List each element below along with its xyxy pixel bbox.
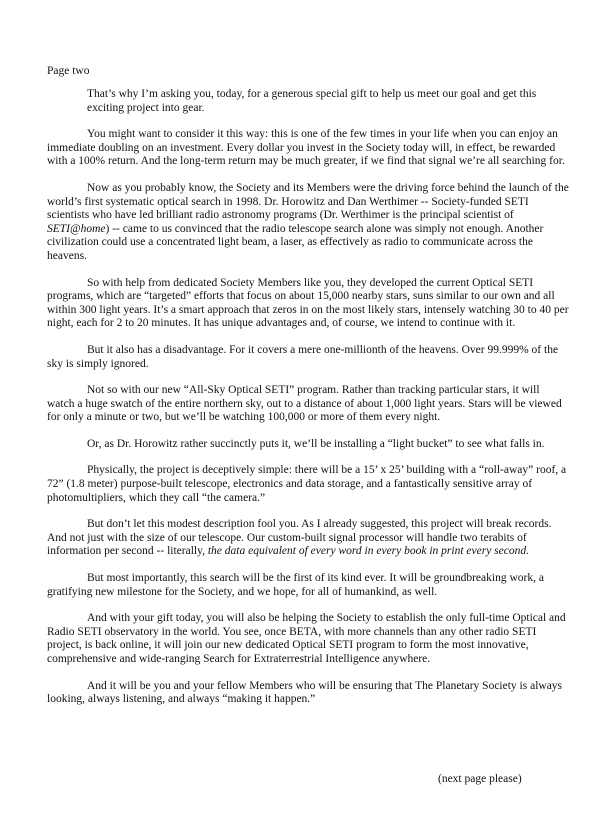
paragraph-2: You might want to consider it this way: this is one of the few times in your life when you can enjoy an immediate doubling on an investment. Every dollar you invest in the Society today will, in effect, be rewarded with a 100% return. And the long-term return may be much greater, if we find that signal we’re all searching for.: [47, 128, 565, 168]
page-label: Page two: [47, 65, 90, 77]
paragraph-9: [47, 518, 569, 559]
paragraph-7: Or, as Dr. Horowitz rather succinctly puts it, we’ll be installing a “light bucket” to see what falls in.: [87, 437, 545, 450]
paragraph-9-text: But don’t let this modest description fool you. As I already suggested, this project will break records. And not just with the size of our telescope. Our custom-built signal processor will handle two terabits of information per second -- literally,: [47, 518, 552, 558]
seti-at-home-italic: SETI@home: [47, 222, 106, 235]
paragraph-8: Physically, the project is deceptively simple: there will be a 15’ x 25’ building with a “roll-away” roof, a 72” (1.8 meter) purpose-built telescope, electronics and data storage, and a fantastically sensitive array of photomultipliers, which they call “the camera.”: [47, 464, 567, 504]
paragraph-6: Not so with our new “All-Sky Optical SETI” program. Rather than tracking particular stars, it will watch a huge swatch of the entire northern sky, out to a distance of about 1,000 light years. Stars will be viewed for only a minute or two, but we’ll be watching 100,000 or more of them every night.: [47, 384, 562, 424]
paragraph-3: [47, 182, 569, 264]
paragraph-12: And it will be you and your fellow Members who will be ensuring that The Planetary Society is always looking, always listening, and always “making it happen.”: [47, 679, 563, 706]
paragraph-11: And with your gift today, you will also be helping the Society to establish the only full-time Optical and Radio SETI observatory in the world. You see, once BETA, with more channels than any other radio SETI project, is back online, it will join our new dedicated Optical SETI program to form the most innovative, comprehensive and wide-ranging Search for Extraterrestrial Intelligence anywhere.: [47, 612, 566, 665]
paragraph-1: That’s why I’m asking you, today, for a generous special gift to help us meet our goal and get this exciting project into gear.: [87, 88, 537, 114]
paragraph-3-text: Now as you probably know, the Society and its Members were the driving force behind the launch of the world’s first systematic optical search in 1998. Dr. Horowitz and Dan Werthimer -- Society-funded SETI scientists who have led brilliant radio astronomy programs (Dr. Werthimer is the principal scientist of: [47, 181, 569, 222]
paragraph-10: But most importantly, this search will be the first of its kind ever. It will be groundbreaking work, a gratifying new milestone for the Society, and we hope, for all of humankind, as well.: [47, 572, 544, 598]
paragraph-4: So with help from dedicated Society Members like you, they developed the current Optical SETI programs, which are “targeted” efforts that focus on about 15,000 nearby stars, suns similar to our own and all within 300 light years. It’s a smart approach that zeros in on the most likely stars, intensely watching 30 to 40 per night, each for 2 to 20 minutes. It has unique advantages and, of course, we intend to continue with it.: [47, 276, 569, 330]
data-equivalent-italic: the data equivalent of every word in every book in print every second.: [207, 545, 529, 558]
paragraph-3-text-end: ) -- came to us convinced that the radio telescope search alone was simply not enough. Another civilization could use a concentrated light beam, a laser, as effectively as radio to communicate across the heavens.: [47, 222, 544, 262]
paragraph-5: But it also has a disadvantage. For it covers a mere one-millionth of the heavens. Over 99.999% of the sky is simply ignored.: [47, 343, 559, 370]
next-page-note: (next page please): [438, 773, 522, 785]
